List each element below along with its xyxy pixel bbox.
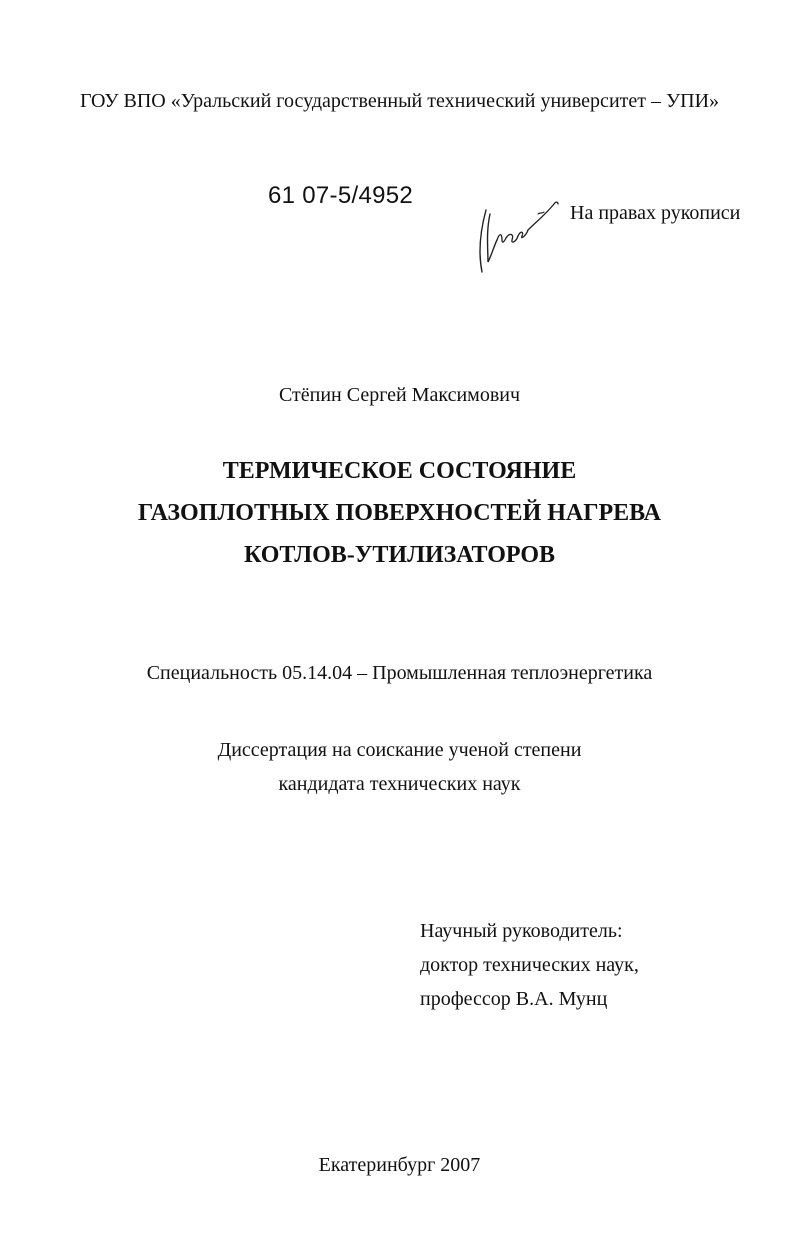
- title-line: КОТЛОВ-УТИЛИЗАТОРОВ: [243, 542, 556, 568]
- supervisor-line: Научный руководитель:: [420, 920, 623, 942]
- degree-statement: [0, 733, 799, 801]
- city-year: Екатеринбург 2007: [318, 1154, 481, 1176]
- dissertation-title: [0, 450, 799, 576]
- degree-line: Диссертация на соискание ученой степени: [217, 739, 582, 761]
- institution-name: ГОУ ВПО «Уральский государственный технический университет – УПИ»: [79, 90, 720, 112]
- manuscript-rights-note: На правах рукописи: [570, 202, 741, 224]
- handwritten-signature: [466, 192, 566, 282]
- supervisor-line: доктор технических наук,: [420, 954, 639, 976]
- title-line: ТЕРМИЧЕСКОЕ СОСТОЯНИЕ: [222, 458, 577, 484]
- title-line: ГАЗОПЛОТНЫХ ПОВЕРХНОСТЕЙ НАГРЕВА: [138, 500, 661, 526]
- scientific-supervisor: [420, 914, 639, 1016]
- specialty: Специальность 05.14.04 – Промышленная теплоэнергетика: [146, 662, 653, 684]
- supervisor-line: профессор В.А. Мунц: [420, 988, 608, 1010]
- author-name: Стёпин Сергей Максимович: [278, 384, 521, 406]
- degree-line: кандидата технических наук: [278, 773, 521, 795]
- archive-code: 61 07-5/4952: [268, 182, 414, 209]
